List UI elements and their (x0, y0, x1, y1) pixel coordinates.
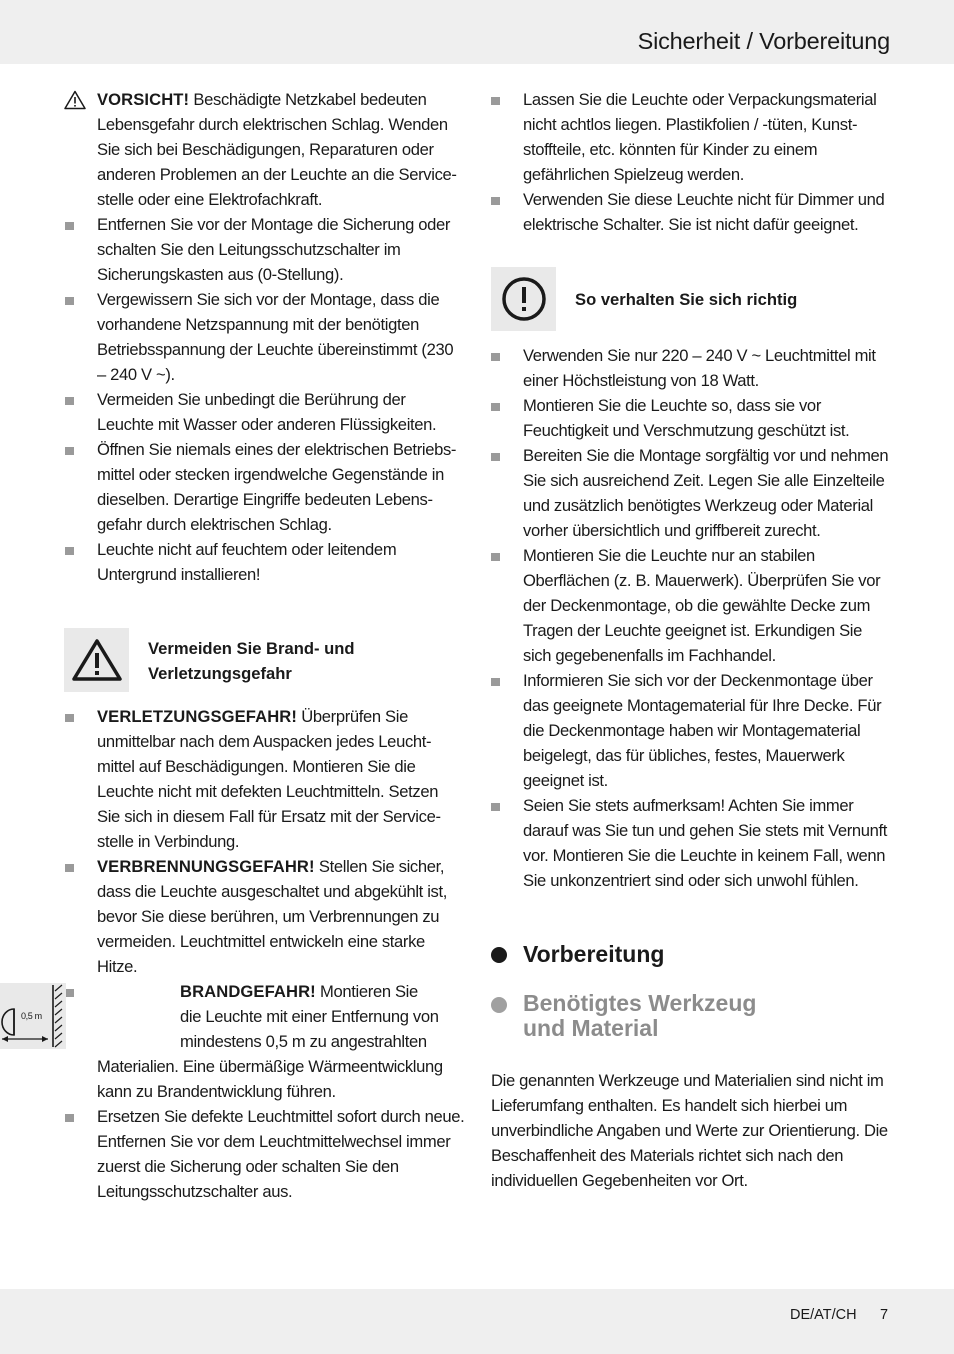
bullet-icon (65, 864, 74, 872)
list-item (0, 1104, 477, 1204)
heading-line-2: und Material (523, 1015, 659, 1041)
bullet-icon (491, 453, 500, 461)
warning-text: Beschädigte Netzkabel bedeuten Lebensgefahr durch elektrischen Schlag. Wenden Sie sich bei Beschädigungen, Reparaturen oder anderen Problemen an der Leuchte an die Service-stelle oder eine Elektrofachkraft. (97, 90, 457, 209)
bullet-icon (65, 1114, 74, 1122)
list-item-text: Montieren Sie die Leuchte nur an stabilen Oberflächen (z. B. Mauerwerk). Überprüfen Sie vor der Deckenmontage, ob die gewählte Decke zum Tragen der Leuchte geeignet ist. Erkundigen Sie sich gegebenenfalls im Fachhandel. (523, 546, 881, 665)
list-item-text: Bereiten Sie die Montage sorgfältig vor und nehmen Sie sich ausreichend Zeit. Legen Sie alle Einzelteile und zusätzlich benötigtes Werkzeug oder Material vorher übersichtlich und griffbereit zurecht. (523, 446, 889, 540)
list-item-text: Leuchte nicht auf feuchtem oder leitendem Untergrund installieren! (97, 540, 397, 584)
list-item-text: Stellen Sie sicher, dass die Leuchte ausgeschaltet und abgekühlt ist, bevor Sie diese berühren, um Verbrennungen zu vermeiden. Leuchtmittel entwickeln eine starke Hitze. (97, 857, 448, 976)
item-lead: BRANDGEFAHR! (180, 982, 316, 1001)
list-item-text: Überprüfen Sie unmittelbar nach dem Auspacken jedes Leucht-mittel auf Beschädigungen. Montieren Sie die Leuchte nicht mit defekten Leuchtmitteln. Setzen Sie sich in diesem Fall für Ersatz mit der Service-stelle in Verbindung. (97, 707, 441, 851)
box-title: So verhalten Sie sich richtig (575, 290, 798, 309)
list-item-text: Entfernen Sie vor der Montage die Sicherung oder schalten Sie den Leitungsschutzschalter im Sicherungskasten aus (0-Stellung). (97, 215, 451, 284)
bullet-icon (65, 714, 74, 722)
list-item-text: Informieren Sie sich vor der Deckenmontage über das geeignete Montagematerial für Ihre Decke. Für die Deckenmontage haben wir Montagematerial beigelegt, das für übliches, festes, Mauerwerk geeignet ist. (523, 671, 882, 790)
section-heading (477, 941, 954, 967)
page-title: Sicherheit / Vorbereitung (637, 28, 890, 54)
icon-box (491, 267, 556, 331)
list-item-fire (0, 979, 477, 1104)
warning-triangle-icon (64, 90, 86, 110)
list-item (0, 437, 477, 537)
bullet-icon (65, 297, 74, 305)
bullet-icon (65, 222, 74, 230)
intro-paragraph: Die genannten Werkzeuge und Materialien sind nicht im Lieferumfang enthalten. Es handelt sich hierbei um unverbindliche Angaben und Werte zur Orientierung. Die Beschaffenheit des Materials richtet sich nach den individuellen Gegebenheiten vor Ort. (491, 1071, 888, 1190)
bullet-icon (491, 678, 500, 686)
list-item (477, 343, 954, 393)
list-item (0, 854, 477, 979)
subsection-heading (477, 991, 954, 1041)
list-item (0, 537, 477, 587)
heading-line-1: Benötigtes Werkzeug (523, 990, 757, 1016)
bullet-icon (491, 197, 500, 205)
section-box-behavior (491, 267, 954, 331)
page-header (0, 0, 954, 64)
bullet-icon (65, 447, 74, 455)
warning-lead: VORSICHT! (97, 90, 190, 109)
list-item-text: Montieren Sie die Leuchte so, dass sie vor Feuchtigkeit und Verschmutzung geschützt ist. (523, 396, 850, 440)
fire-line-3: mindestens 0,5 m zu angestrahlten (180, 1032, 427, 1051)
bullet-icon (491, 403, 500, 411)
bullet-icon (65, 547, 74, 555)
bullet-icon (65, 397, 74, 405)
warning-item (0, 87, 477, 212)
box-title: Vermeiden Sie Brand- und Verletzungsgefahr (148, 639, 355, 683)
left-column (0, 87, 477, 1204)
section-box-fire-injury (64, 628, 477, 692)
bullet-icon (491, 97, 500, 105)
list-item-text: Vermeiden Sie unbedingt die Berührung der Leuchte mit Wasser oder anderen Flüssigkeiten. (97, 390, 437, 434)
list-item-text: Verwenden Sie nur 220 – 240 V ~ Leuchtmittel mit einer Höchstleistung von 18 Watt. (523, 346, 876, 390)
list-item (477, 187, 954, 237)
fire-line-1: Montieren Sie (315, 982, 418, 1001)
exclamation-circle-icon (501, 276, 547, 322)
heading-dot-icon (491, 947, 507, 963)
heading-text: Vorbereitung (523, 941, 665, 967)
list-item (0, 704, 477, 854)
page-footer (0, 1289, 954, 1354)
item-lead: VERBRENNUNGSGEFAHR! (97, 857, 315, 876)
list-item (477, 668, 954, 793)
bullet-icon (491, 353, 500, 361)
fire-line-2: die Leuchte mit einer Entfernung von (180, 1007, 439, 1026)
heading-dot-icon (491, 997, 507, 1013)
fire-first-lines (97, 979, 465, 1054)
icon-box (64, 628, 129, 692)
list-item-text: Vergewissern Sie sich vor der Montage, dass die vorhandene Netzspannung mit der benötigten Betriebsspannung der Leuchte übereinstimmt (230 – 240 V ~). (97, 290, 454, 384)
list-item (477, 393, 954, 443)
right-column (477, 87, 954, 1193)
list-item-text: Lassen Sie die Leuchte oder Verpackungsmaterial nicht achtlos liegen. Plastikfolien / -tüten, Kunst-stoffteile, etc. könnten für Kinder zu einem gefährlichen Spielzeug werden. (523, 90, 877, 184)
fire-rest-text: Materialien. Eine übermäßige Wärmeentwicklung kann zu Brandentwicklung führen. (97, 1057, 443, 1101)
list-item (0, 287, 477, 387)
distance-lamp-icon (0, 983, 66, 1049)
list-item (0, 212, 477, 287)
list-item-text: Seien Sie stets aufmerksam! Achten Sie immer darauf was Sie tun und gehen Sie stets mit Vernunft vor. Montieren Sie die Leuchte in keinem Fall, wenn Sie unkonzentriert sind oder sich unwohl fühlen. (523, 796, 888, 890)
item-lead: VERLETZUNGSGEFAHR! (97, 707, 298, 726)
list-item (477, 443, 954, 543)
distance-label: 0,5 m (21, 1011, 42, 1021)
list-item (0, 387, 477, 437)
bullet-icon (65, 989, 74, 997)
list-item-text: Verwenden Sie diese Leuchte nicht für Dimmer und elektrische Schalter. Sie ist nicht dafür geeignet. (523, 190, 885, 234)
list-item-text: Öffnen Sie niemals eines der elektrischen Betriebs-mittel oder stecken irgendwelche Gegenstände in dieselben. Derartige Eingriffe bedeuten Lebens-gefahr durch elektrischen Schlag. (97, 440, 457, 534)
list-item (477, 793, 954, 893)
warning-triangle-icon (71, 638, 123, 682)
bullet-icon (491, 803, 500, 811)
list-item (477, 87, 954, 187)
list-item (477, 543, 954, 668)
page-number: 7 (880, 1307, 889, 1323)
language-label: DE/AT/CH (790, 1307, 857, 1323)
bullet-icon (491, 553, 500, 561)
list-item-text: Ersetzen Sie defekte Leuchtmittel sofort durch neue. Entfernen Sie vor dem Leuchtmittelwechsel immer zuerst die Sicherung oder schalten Sie den Leitungsschutzschalter aus. (97, 1107, 465, 1201)
